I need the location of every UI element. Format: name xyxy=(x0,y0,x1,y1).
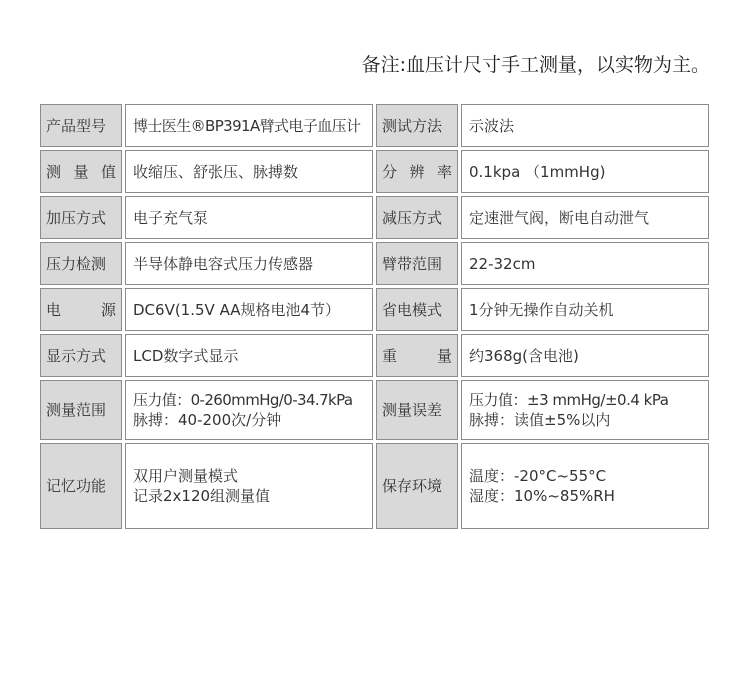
spec-value xyxy=(125,242,373,285)
spec-label-char: 重 xyxy=(382,346,398,365)
spec-value-line: 定速泄气阀，断电自动泄气 xyxy=(469,208,650,227)
spec-value-line: 脉搏：40-200次/分钟 xyxy=(133,411,282,429)
spec-value-line: 压力值：0-260mmHg/0-34.7kPa xyxy=(133,391,353,409)
spec-value-line: 脉搏：读值±5%以内 xyxy=(469,411,611,429)
spec-value-line: 收缩压、舒张压、脉搏数 xyxy=(133,162,299,181)
spec-value-line: 湿度：10%~85%RH xyxy=(469,487,615,505)
spec-value xyxy=(461,242,709,285)
spec-value xyxy=(461,288,709,331)
spec-label-char: 率 xyxy=(436,162,452,181)
spec-label xyxy=(40,150,122,193)
spec-label xyxy=(40,288,122,331)
spec-value-line: 约368g(含电池) xyxy=(469,346,579,365)
spec-value xyxy=(461,104,709,147)
spec-value xyxy=(125,150,373,193)
spec-value-line: 双用户测量模式 xyxy=(133,467,239,485)
spec-label: 减压方式 xyxy=(376,196,458,239)
spec-label: 记忆功能 xyxy=(40,443,122,529)
spec-label: 压力检测 xyxy=(40,242,122,285)
spec-value-line: 压力值：±3 mmHg/±0.4 kPa xyxy=(469,391,669,409)
spec-label xyxy=(376,334,458,377)
spec-value xyxy=(461,196,709,239)
spec-value xyxy=(125,380,373,440)
spec-value xyxy=(461,150,709,193)
spec-value-line: 0.1kpa （1mmHg) xyxy=(469,162,606,181)
spec-value-line: 电子充气泵 xyxy=(133,208,209,227)
spec-value-line: 22-32cm xyxy=(469,254,536,273)
spec-row xyxy=(40,288,709,331)
spec-label-char: 分 xyxy=(382,162,398,181)
spec-label: 测量范围 xyxy=(40,380,122,440)
spec-label-char: 量 xyxy=(73,162,89,181)
footnote-note: 备注:血压计尺寸手工测量，以实物为主。 xyxy=(361,54,710,76)
spec-label: 测试方法 xyxy=(376,104,458,147)
spec-label-char: 电 xyxy=(46,300,62,319)
spec-label xyxy=(376,150,458,193)
spec-label: 臂带范围 xyxy=(376,242,458,285)
spec-row xyxy=(40,196,709,239)
spec-table xyxy=(40,104,709,532)
spec-value xyxy=(461,334,709,377)
spec-label-char: 值 xyxy=(100,162,116,181)
spec-value xyxy=(125,196,373,239)
spec-value-line: 示波法 xyxy=(469,116,515,135)
spec-value xyxy=(125,104,373,147)
spec-label-char: 源 xyxy=(100,300,116,319)
spec-label-char: 辨 xyxy=(409,162,425,181)
spec-label-char: 量 xyxy=(436,346,452,365)
spec-value xyxy=(125,334,373,377)
spec-row xyxy=(40,150,709,193)
spec-value xyxy=(461,380,709,440)
spec-value-line: 1分钟无操作自动关机 xyxy=(469,300,614,319)
spec-value-line: 半导体静电容式压力传感器 xyxy=(133,254,314,273)
spec-label: 产品型号 xyxy=(40,104,122,147)
spec-label: 加压方式 xyxy=(40,196,122,239)
spec-row xyxy=(40,104,709,147)
spec-label: 保存环境 xyxy=(376,443,458,529)
spec-label: 省电模式 xyxy=(376,288,458,331)
spec-value xyxy=(461,443,709,529)
spec-value-line: DC6V(1.5V AA规格电池4节） xyxy=(133,300,341,319)
spec-value-line: LCD数字式显示 xyxy=(133,346,239,365)
spec-value xyxy=(125,288,373,331)
spec-value xyxy=(125,443,373,529)
spec-value-line: 记录2x120组测量值 xyxy=(133,487,271,505)
spec-value-line: 温度：-20°C~55°C xyxy=(469,467,607,485)
spec-row xyxy=(40,443,709,529)
spec-value-line: 博士医生®BP391A臂式电子血压计 xyxy=(133,116,361,135)
spec-row xyxy=(40,334,709,377)
spec-label: 显示方式 xyxy=(40,334,122,377)
spec-row xyxy=(40,242,709,285)
spec-label: 测量误差 xyxy=(376,380,458,440)
spec-row xyxy=(40,380,709,440)
spec-label-char: 测 xyxy=(46,162,62,181)
